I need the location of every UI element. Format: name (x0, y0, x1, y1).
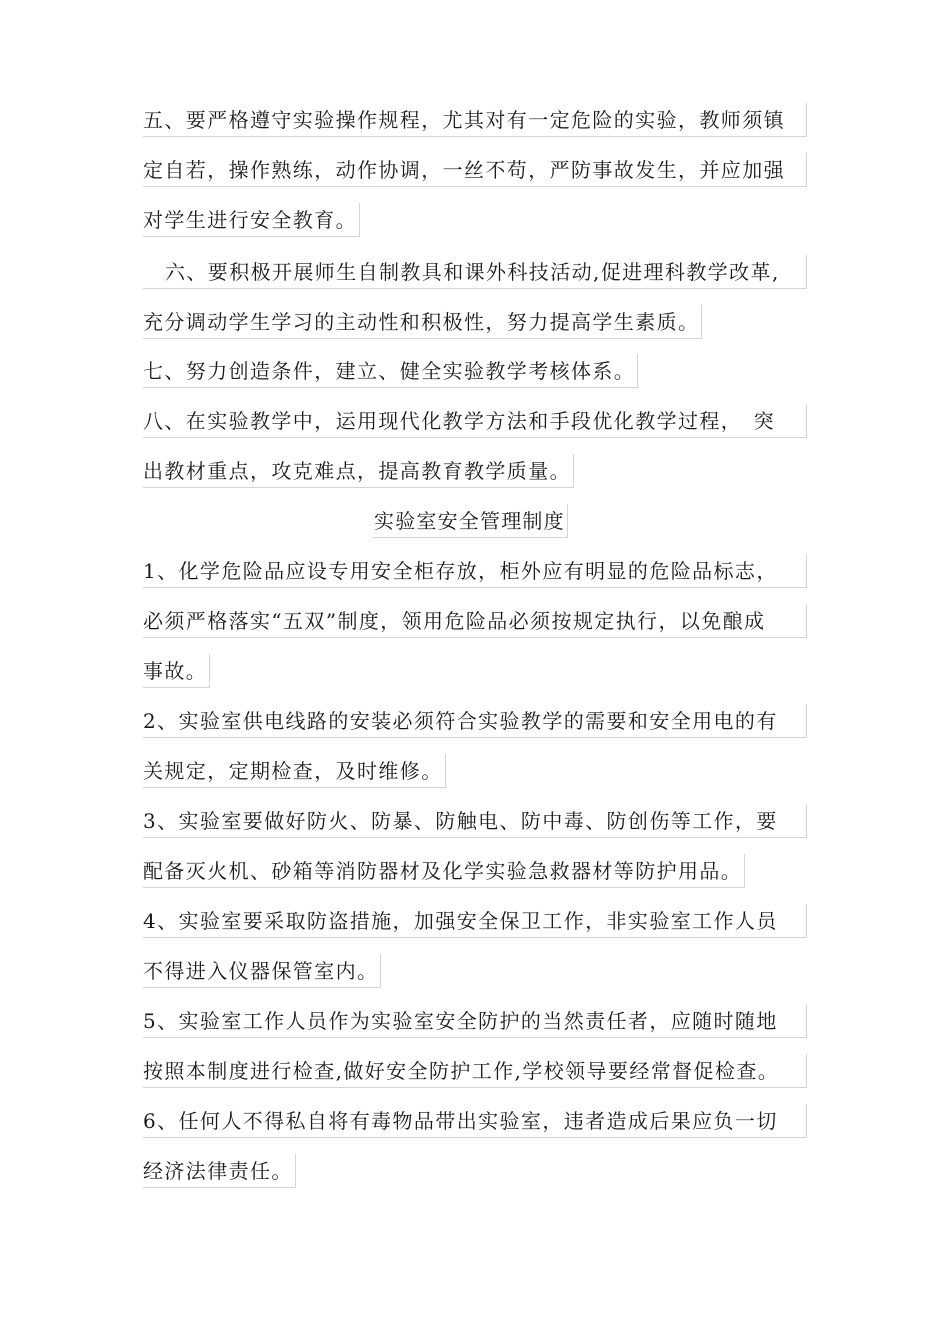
paragraph-6-line-1: 六、要积极开展师生自制教具和课外科技活动,促进理科教学改革, (143, 255, 807, 289)
rule-4-line-2: 不得进入仪器保管室内。 (143, 954, 381, 988)
paragraph-8-line-2: 出教材重点，攻克难点，提高教育教学质量。 (143, 454, 574, 488)
rule-1-line-3: 事故。 (143, 654, 210, 688)
paragraph-8-line-1: 八、在实验教学中，运用现代化教学方法和手段优化教学过程， 突 (143, 404, 807, 438)
paragraph-5-line-1: 五、要严格遵守实验操作规程，尤其对有一定危险的实验，教师须镇 (143, 103, 807, 137)
rule-1-line-2: 必须严格落实“五双”制度，领用危险品必须按规定执行，以免酿成 (143, 604, 807, 638)
section-title: 实验室安全管理制度 (372, 504, 568, 538)
paragraph-6-line-2: 充分调动学生学习的主动性和积极性，努力提高学生素质。 (143, 305, 702, 339)
paragraph-5-line-3: 对学生进行安全教育。 (143, 203, 360, 237)
rule-1-line-1: 1、化学危险品应设专用安全柜存放，柜外应有明显的危险品标志， (143, 554, 807, 588)
rule-5-line-2: 按照本制度进行检查,做好安全防护工作,学校领导要经常督促检查。 (143, 1054, 807, 1088)
rule-6-line-1: 6、任何人不得私自将有毒物品带出实验室，违者造成后果应负一切 (143, 1104, 807, 1138)
rule-3-line-1: 3、实验室要做好防火、防暴、防触电、防中毒、防创伤等工作，要 (143, 804, 807, 838)
rule-3-line-2: 配备灭火机、砂箱等消防器材及化学实验急救器材等防护用品。 (143, 854, 745, 888)
paragraph-5-line-2: 定自若，操作熟练，动作协调，一丝不苟，严防事故发生，并应加强 (143, 153, 807, 187)
paragraph-7-line-1: 七、努力创造条件，建立、健全实验教学考核体系。 (143, 354, 638, 388)
rule-5-line-1: 5、实验室工作人员作为实验室安全防护的当然责任者，应随时随地 (143, 1004, 807, 1038)
rule-2-line-1: 2、实验室供电线路的安装必须符合实验教学的需要和安全用电的有 (143, 704, 807, 738)
rule-6-line-2: 经济法律责任。 (143, 1154, 296, 1188)
rule-4-line-1: 4、实验室要采取防盗措施，加强安全保卫工作，非实验室工作人员 (143, 904, 807, 938)
rule-2-line-2: 关规定，定期检查，及时维修。 (143, 754, 446, 788)
